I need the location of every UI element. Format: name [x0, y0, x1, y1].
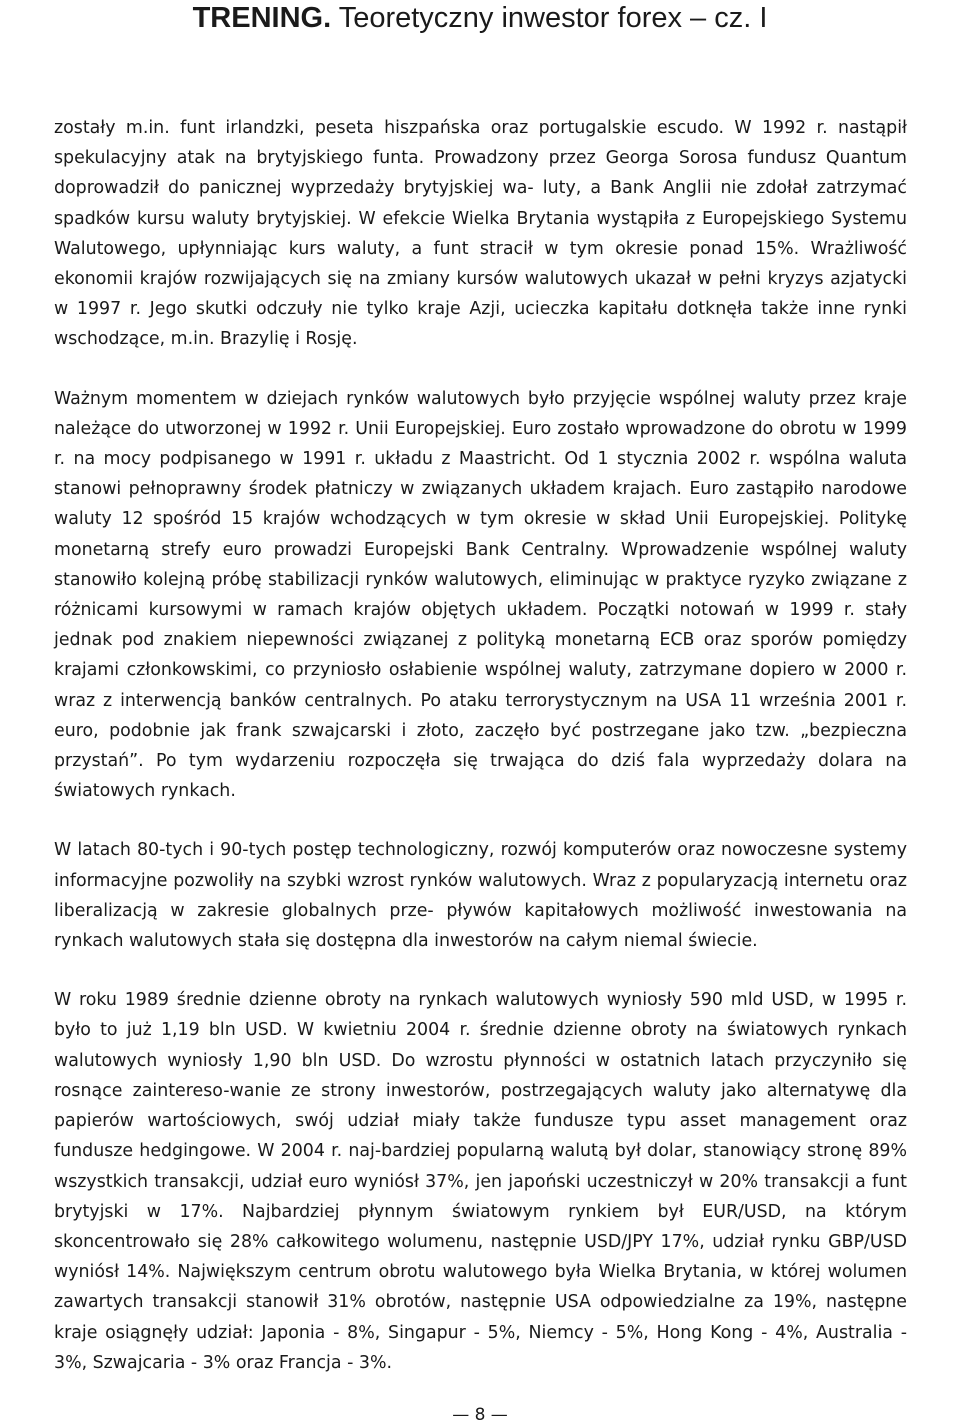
- paragraph-4: W roku 1989 średnie dzienne obroty na rynkach walutowych wyniosły 590 mld USD, w 1995 r. było to już 1,19 bln USD. W kwietniu 2004 r. średnie dzienne obroty na światowych rynkach walutowych wyniosły 1,90 bln USD. Do wzrostu płynności w ostatnich latach przyczyniło się rosnące zaintereso-wanie ze strony inwestorów, postrzegających waluty jako alternatywę dla papierów wartościowych, swój udział miały także fundusze typu asset management oraz fundusze hedgingowe. W 2004 r. naj-bardziej popularną walutą był dolar, stanowiący stronę 89% wszystkich transakcji, udział euro wyniósł 37%, jen japoński uczestniczył w 20% transakcji a funt brytyjski w 17%. Najbardziej płynnym światowym rynkiem był EUR/USD, na którym skoncentrowało się 28% całkowitego wolumenu, następnie USD/JPY 17%, udział rynku GBP/USD wyniósł 14%. Największym centrum obrotu walutowego była Wielka Brytania, w której wolumen zawartych transakcji stanowił 31% obrotów, następnie USA odpowiedzialne za 19%, następne kraje osiągnęły udział: Japonia - 8%, Singapur - 5%, Niemcy - 5%, Hong Kong - 4%, Australia - 3%, Szwajcaria - 3% oraz Francja - 3%.: [54, 990, 907, 1373]
- paragraph-1: zostały m.in. funt irlandzki, peseta hiszpańska oraz portugalskie escudo. W 1992 r. nastąpił spekulacyjny atak na brytyjskiego funta. Prowadzony przez Georga Sorosa fundusz Quantum doprowadził do panicznej wyprzedaży brytyjskiej wa- luty, a Bank Anglii nie zdołał zatrzymać spadków kursu waluty brytyjskiej. W efekcie Wielka Brytania wystąpiła z Europejskiego Systemu Walutowego, upłynniając kurs waluty, a funt stracił w tym okresie ponad 15%. Wrażliwość ekonomii krajów rozwijających się na zmiany kursów walutowych ukazał w pełni kryzys azjatycki w 1997 r. Jego skutki odczuły nie tylko kraje Azji, ucieczka kapitału dotknęła także inne rynki wschodzące, m.in. Brazylię i Rosję.: [54, 118, 907, 350]
- paragraph-3: W latach 80-tych i 90-tych postęp technologiczny, rozwój komputerów oraz nowoczesne systemy informacyjne pozwoliły na szybki wzrost rynków walutowych. Wraz z popularyzacją internetu oraz liberalizacją w zakresie globalnych prze- pływów kapitałowych możliwość inwestowania na rynkach walutowych stała się dostępna dla inwestorów na całym niemal świecie.: [54, 840, 907, 952]
- page-header: [0, 0, 960, 58]
- page-number: — 8 —: [452, 1405, 508, 1425]
- header-title-rest: Teoretyczny inwestor forex – cz. I: [338, 2, 768, 34]
- paragraph-2: Ważnym momentem w dziejach rynków walutowych było przyjęcie wspólnej waluty przez kraje należące do utworzonej w 1992 r. Unii Europejskiej. Euro zostało wprowadzone do obrotu w 1999 r. na mocy podpisanego w 1991 r. układu z Maastricht. Od 1 stycznia 2002 r. wspólna waluta stanowi pełnoprawny środek płatniczy w związanych układem krajach. Euro zastąpiło narodowe waluty 12 spośród 15 krajów wchodzących w tym okresie w skład Unii Europejskiej. Politykę monetarną strefy euro prowadzi Europejski Bank Centralny. Wprowadzenie wspólnej waluty stanowiło kolejną próbę stabilizacji rynków walutowych, eliminując w praktyce ryzyko związane z różnicami kursowymi w ramach krajów objętych układem. Początki notowań w 1999 r. stały jednak pod znakiem niepewności związanej z polityką monetarną ECB oraz sporów pomiędzy krajami członkowskimi, co przyniosło osłabienie wspólnej waluty, zatrzymane dopiero w 2000 r. wraz z interwencją banków centralnych. Po ataku terrorystycznym na USA 11 września 2001 r. euro, podobnie jak frank szwajcarski i złoto, zaczęło być postrzegane jako tzw. „bezpieczna przystań”. Po tym wydarzeniu rozpoczęła się trwająca do dziś fala wyprzedaży dolara na światowych rynkach.: [54, 388, 907, 802]
- header-title-bold: TRENING.: [192, 2, 332, 34]
- article-body: [54, 113, 907, 1378]
